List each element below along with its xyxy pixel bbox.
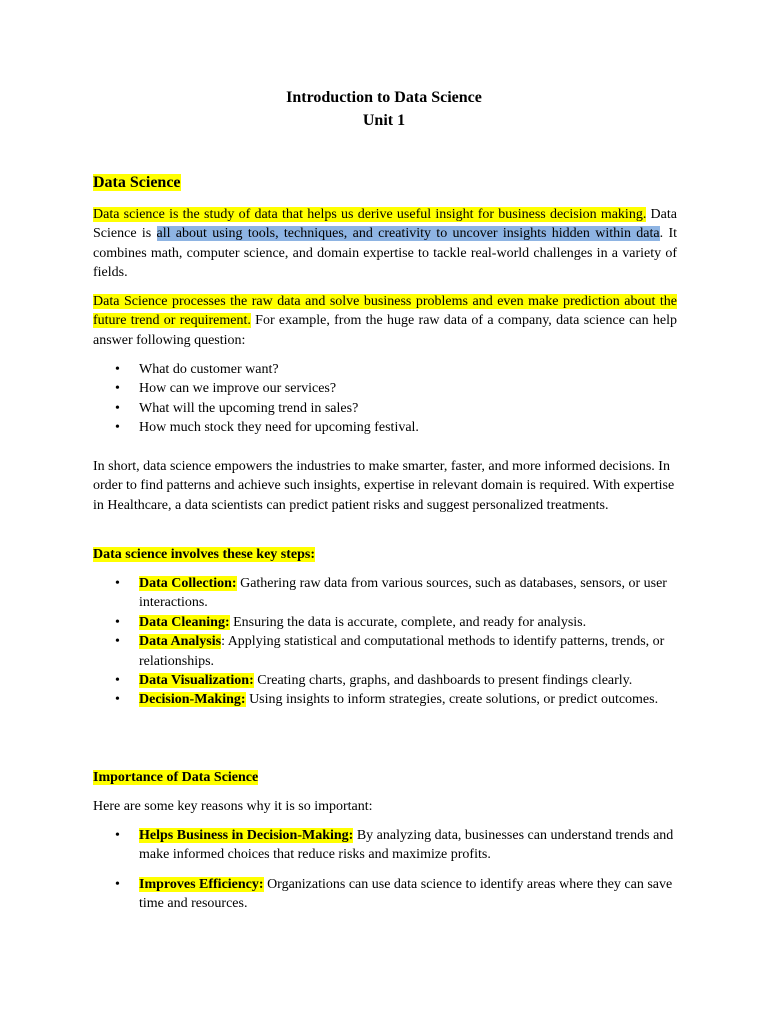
heading-text: Data Science — [93, 174, 181, 191]
text-run: Data Science is — [93, 207, 677, 242]
list-item-text: What do customer want? — [139, 362, 279, 377]
steps-list — [93, 574, 683, 710]
list-item — [93, 875, 683, 914]
text-run: . It combines math, computer science, and domain expertise to tackle real-world challenges in a variety of fields. — [93, 226, 677, 281]
list-item-term: Helps Business in Decision-Making: — [139, 828, 354, 843]
document-title: Introduction to Data Science — [286, 89, 482, 106]
list-item-term: Data Visualization: — [139, 673, 254, 689]
bullet-icon: • — [115, 634, 120, 650]
paragraph-definition — [93, 205, 677, 283]
importance-heading — [93, 768, 258, 787]
list-item — [93, 379, 683, 398]
bullet-icon: • — [115, 362, 120, 377]
heading-text: Importance of Data Science — [93, 770, 259, 785]
bullet-icon: • — [115, 876, 120, 892]
bullet-icon: • — [115, 381, 120, 397]
list-item — [93, 399, 683, 418]
list-item — [93, 574, 683, 613]
bullet-icon: • — [115, 692, 120, 708]
list-item — [93, 632, 683, 671]
list-item-term: Improves Efficiency: — [139, 876, 264, 892]
list-item-term: Data Analysis — [139, 634, 222, 650]
importance-intro: Here are some key reasons why it is so important: — [93, 799, 373, 814]
list-item-text: How can we improve our services? — [139, 381, 337, 397]
text-run: For example, from the huge raw data of a company, data science can help answer following question: — [93, 313, 677, 348]
list-item — [93, 613, 683, 632]
section-heading-data-science — [93, 173, 181, 193]
list-item — [93, 690, 683, 709]
bullet-icon: • — [115, 828, 120, 843]
bullet-icon: • — [115, 673, 120, 689]
list-item-text: : Applying statistical and computational methods to identify patterns, trends, or relationships. — [139, 634, 665, 669]
bullet-icon: • — [115, 576, 120, 591]
paragraph-processes — [93, 292, 677, 350]
heading-text: Data science involves these key steps: — [93, 547, 316, 562]
list-item-text: Creating charts, graphs, and dashboards to present findings clearly. — [253, 673, 633, 689]
list-item — [93, 360, 683, 379]
list-item-text: Ensuring the data is accurate, complete, and ready for analysis. — [229, 614, 587, 630]
list-item-term: Decision-Making: — [139, 692, 246, 708]
list-item-term: Data Collection: — [139, 576, 237, 591]
list-item — [93, 671, 683, 690]
paragraph-summary: In short, data science empowers the industries to make smarter, faster, and more informed decisions. In order to find patterns and achieve such insights, expertise in relevant domain is required. With expertise in Healthcare, a data scientists can predict patient risks and suggest personalized treatments. — [93, 459, 675, 513]
list-item-text: What will the upcoming trend in sales? — [139, 400, 359, 416]
document-subtitle: Unit 1 — [362, 112, 406, 129]
highlight-yellow: Data Science processes the raw data and solve business problems and even make prediction about the future trend or requirement. — [93, 294, 677, 329]
reasons-list — [93, 826, 683, 914]
bullet-icon: • — [115, 614, 120, 630]
bullet-icon: • — [115, 420, 120, 436]
list-item-term: Data Cleaning: — [139, 614, 230, 630]
question-list — [93, 360, 683, 438]
steps-heading — [93, 545, 315, 564]
list-item-text: Organizations can use data science to identify areas where they can save time and resources. — [139, 876, 673, 912]
highlight-yellow: Data science is the study of data that helps us derive useful insight for business decision making. — [93, 207, 647, 222]
list-item — [93, 418, 683, 437]
bullet-icon: • — [115, 400, 120, 416]
list-item-text: Gathering raw data from various sources, such as databases, sensors, or user interactions. — [139, 576, 667, 611]
highlight-blue: all about using tools, techniques, and creativity to uncover insights hidden within data — [156, 226, 660, 242]
list-item-text: How much stock they need for upcoming festival. — [139, 420, 419, 436]
list-item — [93, 826, 683, 865]
list-item-text: Using insights to inform strategies, create solutions, or predict outcomes. — [245, 692, 659, 708]
list-item-text: By analyzing data, businesses can understand trends and make informed choices that reduce risks and maximize profits. — [139, 828, 674, 863]
